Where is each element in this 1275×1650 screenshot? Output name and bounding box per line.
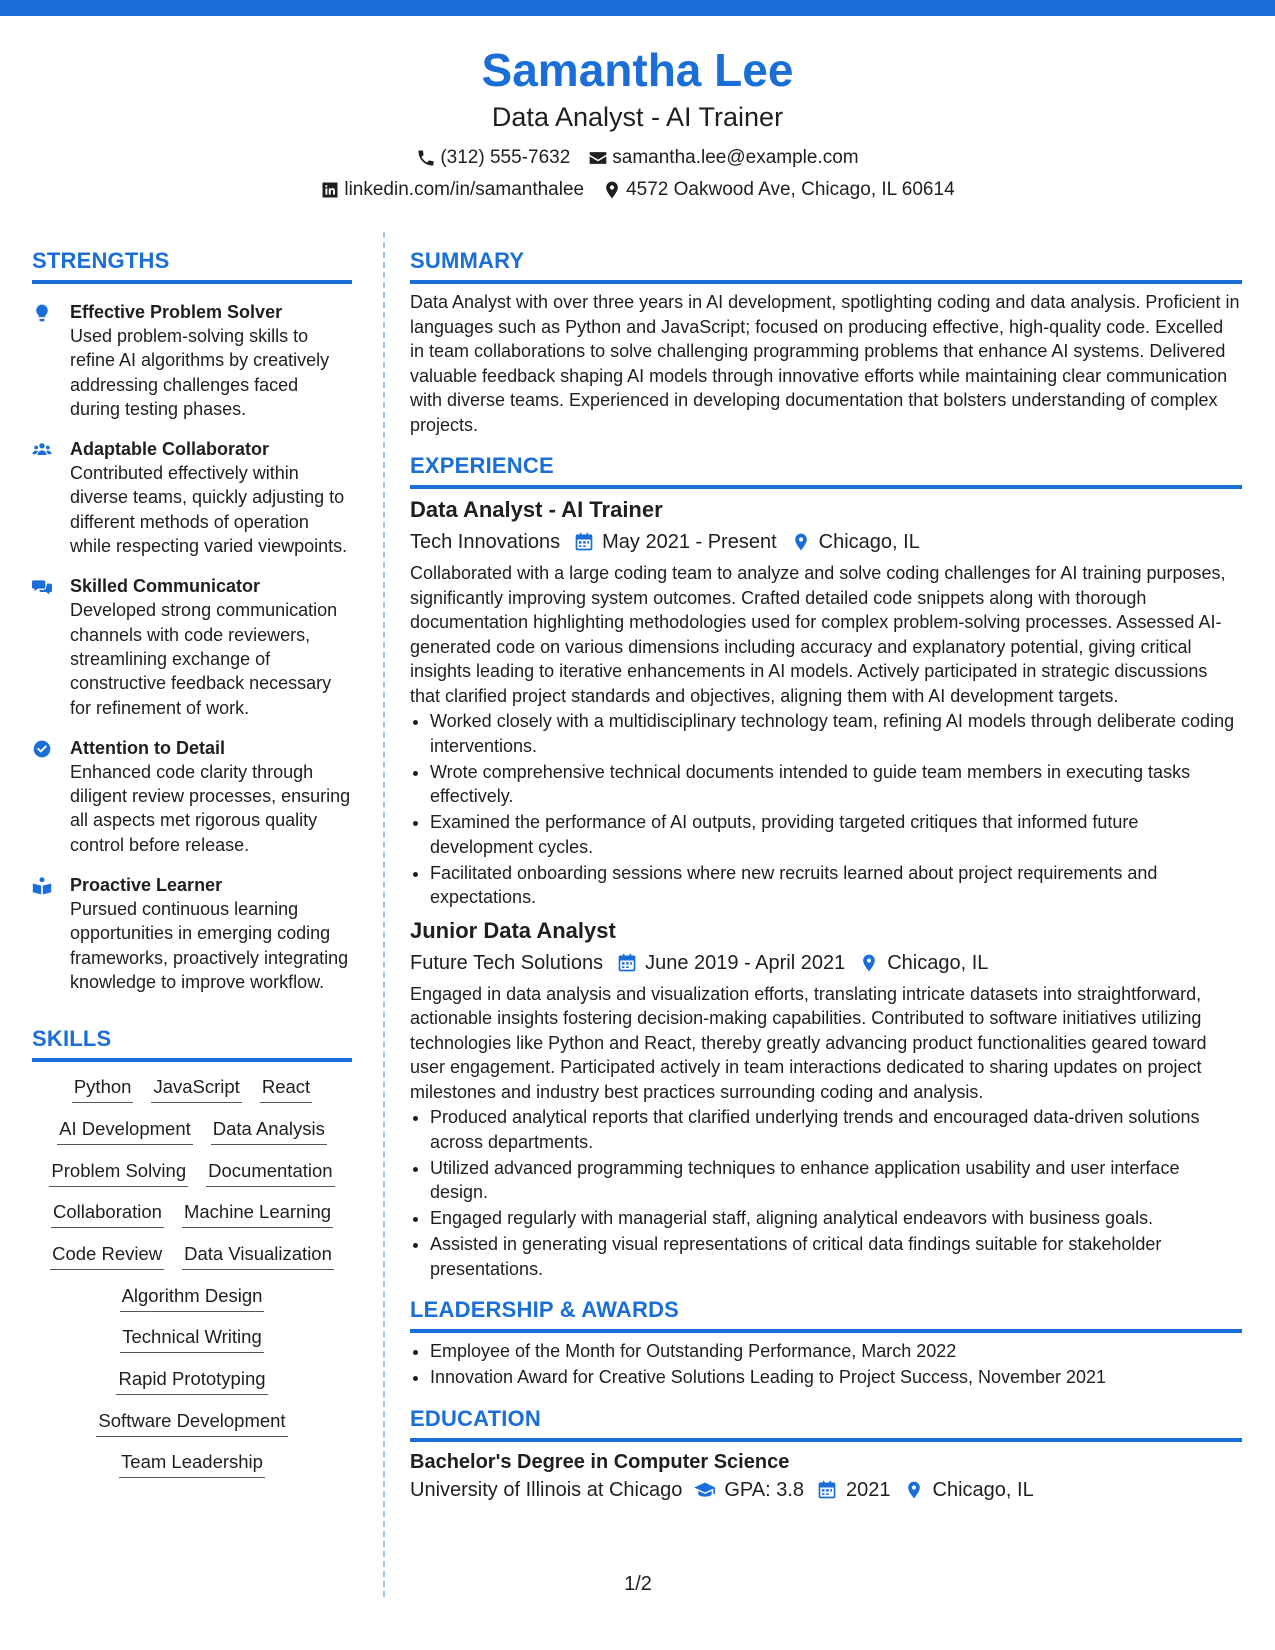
strength-title: Proactive Learner (70, 875, 223, 896)
strength-desc: Used problem-solving skills to refine AI algorithms by creatively addressing challenges faced during testing phases. (70, 326, 330, 419)
address-text: 4572 Oakwood Ave, Chicago, IL 60614 (626, 179, 955, 200)
skill-tag: Rapid Prototyping (116, 1366, 267, 1395)
skills-heading: SKILLS (32, 1026, 112, 1052)
calendar-icon (617, 953, 637, 973)
company-name: Future Tech Solutions (410, 951, 604, 974)
strength-desc: Developed strong communication channels with code reviewers, streamlining exchange of constructive feedback necessary for refinement of work. (70, 600, 338, 718)
job-meta (410, 527, 1242, 557)
phone-contact (416, 146, 570, 170)
lightbulb-icon (32, 303, 52, 323)
page-number: 1/2 (624, 1573, 652, 1595)
map-pin-icon (859, 953, 879, 973)
graduation-year: 2021 (846, 1478, 891, 1501)
email-text[interactable]: samantha.lee@example.com (612, 147, 859, 168)
contact-row-2 (0, 178, 1275, 202)
list-item: • Examined the performance of AI outputs, providing targeted critiques that informed future development cycles. (430, 810, 1242, 859)
users-icon (32, 440, 52, 460)
skill-row (32, 1158, 352, 1187)
strength-desc: Enhanced code clarity through diligent review processes, ensuring all aspects met rigorous quality control before release. (70, 761, 351, 855)
skill-tag: Machine Learning (182, 1199, 333, 1228)
job-description: Collaborated with a large coding team to analyze and solve coding challenges for AI training purposes, significantly improving system outcomes. Crafted detailed code snippets along with thorough documentation highlighting methodologies used for complex problem-solving processes. Assessed AI-generated code on various dimensions including accuracy and explanatory potential, giving critical insights leading to iterative enhancements in AI models. Actively participated in strategic discussions that clarified project standards and objectives, aligning them with AI development targets. (410, 563, 1226, 706)
phone-text: (312) 555-7632 (440, 147, 571, 168)
map-pin-icon (602, 180, 622, 200)
linkedin-contact[interactable] (320, 178, 584, 202)
strength-item (32, 873, 352, 994)
map-pin-icon (903, 1480, 925, 1500)
job-location: Chicago, IL (887, 951, 989, 974)
left-column (32, 246, 352, 1491)
strength-desc: Contributed effectively within diverse teams, quickly adjusting to different methods of operation while respecting varied viewpoints. (70, 463, 348, 557)
skill-row (32, 1199, 352, 1228)
list-item: • Employee of the Month for Outstanding Performance, March 2022 (430, 1339, 1242, 1364)
skill-tag: Data Analysis (211, 1116, 327, 1145)
awards-heading: LEADERSHIP & AWARDS (410, 1297, 680, 1322)
linkedin-text[interactable]: linkedin.com/in/samanthalee (344, 179, 585, 200)
skill-tag: Python (72, 1074, 134, 1103)
top-accent-bar (0, 0, 1275, 16)
list-item: • Engaged regularly with managerial staff, aligning analytical endeavors with business goals. (430, 1206, 1242, 1231)
skill-tag: Software Development (96, 1408, 287, 1437)
strength-title: Adaptable Collaborator (70, 439, 270, 460)
strength-item (32, 437, 352, 558)
linkedin-icon (320, 180, 340, 200)
skill-row (32, 1366, 352, 1395)
summary-heading: SUMMARY (410, 248, 525, 273)
job-bullets (410, 1105, 1242, 1281)
skill-row (32, 1324, 352, 1353)
envelope-icon (588, 148, 608, 168)
skill-tag: Technical Writing (120, 1324, 264, 1353)
list-item: • Assisted in generating visual representations of critical data findings suitable for stakeholder presentations. (430, 1232, 1242, 1281)
calendar-icon (816, 1480, 838, 1500)
graduation-cap-icon (694, 1480, 716, 1500)
candidate-name: Samantha Lee (481, 44, 794, 96)
resume-header (0, 40, 1275, 202)
job-entry (410, 495, 1242, 910)
column-divider (383, 232, 385, 1597)
candidate-title: Data Analyst - AI Trainer (491, 102, 784, 132)
job-bullets (410, 709, 1242, 910)
skill-tag: Data Visualization (182, 1241, 334, 1270)
strength-title: Skilled Communicator (70, 576, 261, 597)
job-description: Engaged in data analysis and visualization efforts, translating intricate datasets into straightforward, actionable insights fostering decision-making capabilities. Contributed to software initiatives utilizing technologies like Python and React, thereby greatly advancing product functionalities geared toward user engagement. Participated actively in team interactions dedicated to sharing updates on project milestones and industry best practices surrounding coding and analysis. (410, 983, 1207, 1102)
skill-tag: Code Review (50, 1241, 164, 1270)
map-pin-icon (791, 532, 811, 552)
gpa-text: GPA: 3.8 (724, 1478, 805, 1501)
section-rule (32, 1058, 352, 1062)
job-title: Junior Data Analyst (410, 917, 616, 943)
summary-text: Data Analyst with over three years in AI development, spotlighting coding and data analysis. Proficient in languages such as Python and JavaScript; focused on producing effective, high-quality code. Excelled in team collaborations to solve challenging programming problems that enhance AI systems. Delivered valuable feedback shaping AI models through innovative efforts while maintaining clear communication with diverse teams. Experienced in developing documentation that bolsters understanding of complex projects. (410, 292, 1240, 435)
strength-title: Effective Problem Solver (70, 302, 283, 322)
school-name: University of Illinois at Chicago (410, 1478, 683, 1501)
company-name: Tech Innovations (410, 531, 561, 553)
list-item: • Innovation Award for Creative Solutions Leading to Project Success, November 2021 (430, 1365, 1242, 1390)
skill-row (32, 1449, 352, 1478)
education-heading: EDUCATION (410, 1405, 541, 1431)
list-item: • Produced analytical reports that clarified underlying trends and encouraged data-driven solutions across departments. (430, 1105, 1242, 1154)
book-reader-icon (32, 876, 52, 896)
check-circle-icon (32, 739, 52, 759)
section-rule (410, 485, 1242, 489)
strengths-heading: STRENGTHS (32, 248, 170, 273)
degree-title: Bachelor's Degree in Computer Science (410, 1450, 790, 1473)
list-item: • Utilized advanced programming techniques to enhance application usability and user interface design. (430, 1156, 1242, 1205)
skill-tag: AI Development (57, 1116, 193, 1145)
section-rule (410, 1438, 1242, 1442)
education-location: Chicago, IL (932, 1478, 1034, 1501)
skill-row (32, 1408, 352, 1437)
email-contact[interactable] (588, 146, 858, 170)
skill-tag: JavaScript (151, 1074, 241, 1103)
skill-row (32, 1116, 352, 1145)
strength-item (32, 736, 352, 857)
job-entry (410, 916, 1242, 1282)
skill-tag: Team Leadership (119, 1449, 265, 1478)
skill-tag: Problem Solving (49, 1158, 188, 1187)
list-item: • Wrote comprehensive technical documents intended to guide team members in executing tasks effectively. (430, 760, 1242, 809)
skill-tag: React (260, 1074, 312, 1103)
address-contact (602, 178, 955, 202)
job-dates: May 2021 - Present (602, 531, 777, 553)
calendar-icon (574, 532, 594, 552)
skill-row (32, 1241, 352, 1270)
chat-bubbles-icon (32, 577, 52, 597)
skill-row (32, 1283, 352, 1312)
awards-list (410, 1339, 1242, 1390)
strength-item (32, 574, 352, 719)
section-rule (410, 280, 1242, 284)
phone-icon (416, 148, 436, 168)
experience-heading: EXPERIENCE (410, 453, 554, 478)
strength-item (32, 300, 352, 421)
skills-list (32, 1074, 352, 1478)
job-meta (410, 948, 1242, 978)
list-item: • Facilitated onboarding sessions where new recruits learned about project requirements and expectations. (430, 861, 1242, 910)
job-location: Chicago, IL (818, 531, 920, 553)
section-rule (32, 280, 352, 284)
skill-row (32, 1074, 352, 1103)
skill-tag: Algorithm Design (120, 1283, 265, 1312)
skill-tag: Collaboration (51, 1199, 164, 1228)
skill-tag: Documentation (206, 1158, 334, 1187)
contact-row-1 (0, 146, 1275, 170)
job-dates: June 2019 - April 2021 (645, 951, 846, 974)
right-column (410, 246, 1242, 1504)
section-rule (410, 1329, 1242, 1333)
list-item: • Worked closely with a multidisciplinary technology team, refining AI models through deliberate coding interventions. (430, 709, 1242, 758)
strength-title: Attention to Detail (70, 737, 225, 758)
strength-desc: Pursued continuous learning opportunities in emerging coding frameworks, proactively integrating knowledge to improve workflow. (70, 899, 349, 992)
job-title: Data Analyst - AI Trainer (410, 497, 663, 522)
education-meta (410, 1476, 1242, 1504)
